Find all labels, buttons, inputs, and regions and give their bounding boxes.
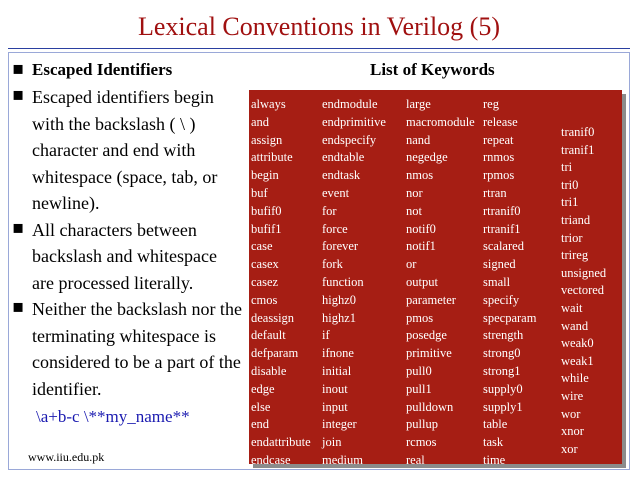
keyword: endattribute [251, 435, 311, 450]
keyword: bufif0 [251, 203, 282, 218]
bullet-text [32, 296, 252, 402]
keyword: or [406, 257, 417, 272]
keyword: specparam [483, 310, 537, 325]
keyword: function [322, 274, 364, 289]
keyword: posedge [406, 328, 447, 343]
keyword: event [322, 185, 350, 200]
bullet-line: All characters between [32, 219, 197, 240]
keyword: macromodule [406, 114, 475, 129]
keyword: always [251, 97, 286, 111]
keyword: ifnone [322, 346, 354, 361]
keywords-panel [249, 90, 622, 485]
keyword: join [322, 435, 342, 450]
keyword: endfunction [251, 470, 311, 485]
keyword: assign [251, 132, 283, 147]
bullet-line: with the backslash ( \ ) [32, 113, 196, 134]
keyword: tranif1 [561, 142, 595, 157]
keyword: begin [251, 168, 279, 183]
keyword: if [322, 328, 330, 343]
keyword: rtranif0 [483, 203, 521, 218]
keyword: vectored [561, 283, 605, 298]
keyword: primitive [406, 346, 452, 361]
keyword: nor [406, 185, 423, 200]
keyword: end [251, 417, 270, 432]
keyword: module [322, 470, 360, 485]
keyword: strong1 [483, 363, 521, 378]
bullet-line: character and end with [32, 140, 196, 160]
bullet-line: are processed literally. [32, 272, 194, 293]
example-identifiers: \a+b-c \**my_name** [36, 407, 190, 426]
keyword: strength [483, 328, 524, 343]
keyword: wait [561, 300, 583, 315]
keyword: xor [561, 441, 578, 456]
keyword: table [483, 417, 508, 432]
bullet-item [12, 296, 252, 402]
keyword: rnmos [483, 150, 515, 165]
keyword: pullup [406, 417, 438, 432]
bullet-item [12, 217, 252, 297]
keyword: trior [561, 230, 583, 245]
keyword: pulldown [406, 399, 454, 414]
keyword: integer [322, 417, 357, 432]
bullet-line: terminating whitespace is [32, 325, 216, 346]
bullet-icon: ▪ [12, 84, 25, 105]
keyword: not [406, 203, 422, 218]
keyword: input [322, 399, 348, 414]
keyword: rtranif1 [483, 221, 521, 236]
section-heading: Escaped Identifiers [32, 60, 173, 79]
keyword: wor [561, 406, 581, 421]
keyword: trireg [561, 248, 589, 263]
bullet-icon: ▪ [12, 58, 25, 79]
bullet-text [32, 217, 252, 297]
footer-url: www.iiu.edu.pk [28, 450, 105, 464]
keyword: signed [483, 257, 516, 272]
keyword: rcmos [406, 435, 437, 450]
keyword: and [251, 114, 270, 129]
keyword-column-1 [251, 96, 311, 488]
bullet-line: whitespace (space, tab, or [32, 166, 218, 187]
bullet-icon: ▪ [12, 296, 25, 317]
bullet-line: Neither the backslash nor the [32, 299, 242, 319]
keyword: tri1 [561, 195, 579, 210]
keywords-heading: List of Keywords [370, 60, 495, 79]
keyword: notif0 [406, 221, 436, 236]
keyword: specify [483, 292, 520, 307]
keyword: while [561, 371, 589, 386]
keyword: nmos [406, 168, 434, 183]
title-band [8, 4, 630, 49]
keyword: time [483, 452, 506, 467]
keyword: force [322, 221, 348, 236]
keyword: highz0 [322, 292, 357, 307]
keyword: weak1 [561, 353, 594, 368]
keyword: supply0 [483, 381, 523, 396]
keyword: endtable [322, 150, 365, 165]
keyword: negedge [406, 150, 448, 165]
keyword: deassign [251, 310, 295, 325]
keyword: pmos [406, 310, 434, 325]
keyword: tranif0 [561, 125, 595, 139]
keyword: output [406, 274, 438, 289]
keyword: repeat [483, 132, 514, 147]
keyword: disable [251, 363, 287, 378]
keyword: triand [561, 212, 591, 227]
bullet-list [12, 84, 252, 402]
keyword: endcase [251, 452, 291, 467]
keyword: case [251, 239, 273, 254]
keyword: medium [322, 452, 363, 467]
keyword: scalared [483, 239, 524, 254]
keyword: attribute [251, 150, 293, 165]
keyword: wand [561, 318, 589, 333]
keyword: endtask [322, 168, 361, 183]
keyword: real [406, 452, 425, 467]
keyword: strong0 [483, 346, 521, 361]
bullet-line: identifier. [32, 378, 102, 399]
keyword: parameter [406, 292, 456, 307]
keyword: tran [483, 470, 503, 485]
keyword: tri [561, 160, 573, 175]
keyword: task [483, 435, 504, 450]
keyword: initial [322, 363, 352, 378]
keyword: notif1 [406, 239, 436, 254]
keyword-column-5 [561, 124, 606, 458]
keyword: endmodule [322, 97, 378, 111]
keyword: forever [322, 239, 359, 254]
keyword: endspecify [322, 132, 377, 147]
keyword: weak0 [561, 336, 594, 351]
heading-row [12, 58, 252, 82]
bullet-text [32, 84, 252, 217]
keyword: default [251, 328, 286, 343]
keyword: nand [406, 132, 431, 147]
keyword: defparam [251, 346, 299, 361]
keyword: casez [251, 274, 279, 289]
keyword: rtran [483, 185, 507, 200]
keyword-column-3 [406, 96, 475, 488]
keyword: xnor [561, 424, 584, 439]
keyword: release [483, 114, 518, 129]
keyword: supply1 [483, 399, 523, 414]
bullet-line: considered to be a part of the [32, 352, 241, 372]
keyword: casex [251, 257, 279, 272]
bullet-icon: ▪ [12, 216, 25, 238]
escaped-identifiers-section [12, 58, 252, 430]
keyword: inout [322, 381, 348, 396]
keyword: rpmos [483, 168, 515, 183]
keyword: pull1 [406, 381, 432, 396]
keyword: edge [251, 381, 275, 396]
keyword: cmos [251, 292, 278, 307]
keyword: bufif1 [251, 221, 282, 236]
keyword: wire [561, 388, 584, 403]
keyword: reg [483, 97, 499, 111]
keyword-column-4 [483, 96, 536, 488]
keyword: for [322, 203, 337, 218]
keyword: unsigned [561, 265, 607, 280]
bullet-item [12, 84, 252, 217]
keyword: pull0 [406, 363, 432, 378]
keyword: realtime [406, 470, 447, 485]
slide-title: Lexical Conventions in Verilog (5) [137, 12, 500, 41]
bullet-line: Escaped identifiers begin [32, 87, 214, 107]
keyword: buf [251, 185, 268, 200]
keyword: fork [322, 257, 343, 272]
bullet-line: backslash and whitespace [32, 246, 217, 266]
keyword: highz1 [322, 310, 357, 325]
keyword: endprimitive [322, 114, 386, 129]
keyword: large [406, 97, 431, 111]
keyword: small [483, 274, 511, 289]
keyword: tri0 [561, 177, 579, 192]
keyword: else [251, 399, 271, 414]
bullet-line: newline). [32, 193, 100, 213]
keyword-column-2 [322, 96, 386, 488]
